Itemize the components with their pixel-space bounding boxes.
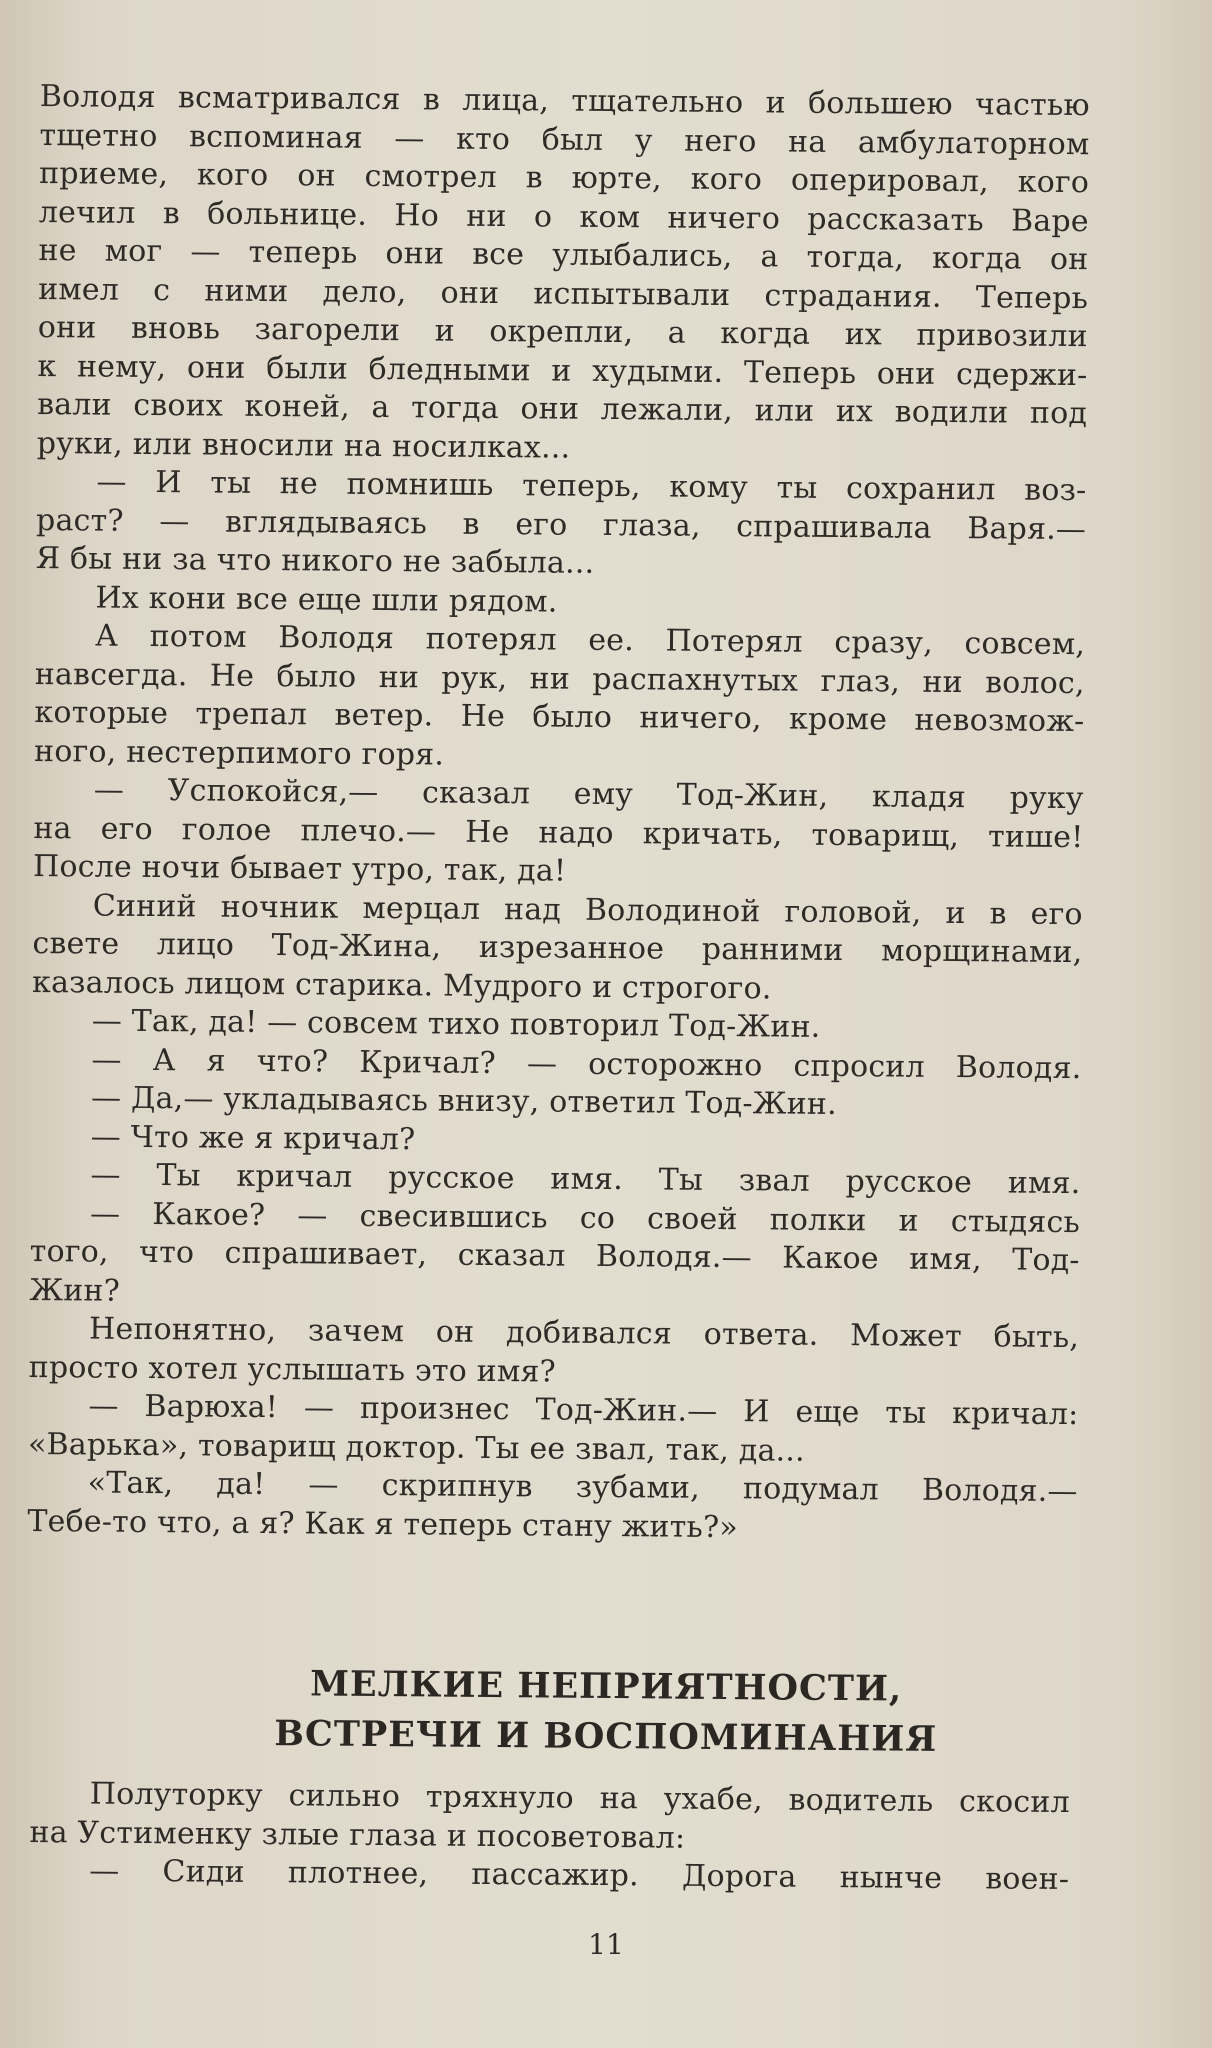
text-line: просто хотел услышать это имя? <box>28 1349 557 1390</box>
text-line: Синий ночник мерцал над Володиной головой, и в его <box>92 887 1083 932</box>
text-line: — Сиди плотнее, пассажир. Дорога нынче воен- <box>89 1853 1070 1898</box>
chapter-heading <box>0 1657 1212 1768</box>
text-line: Жин? <box>29 1272 121 1309</box>
text-line: После ночи бывает утро, так, да! <box>32 848 567 889</box>
text-line: Я бы ни за что никого не забыла... <box>35 540 595 581</box>
text-line: — Что же я кричал? <box>90 1118 416 1157</box>
text-line: Володя всматривался в лица, тщательно и большею частью <box>39 78 1090 124</box>
text-line: раст? — вглядываясь в его глаза, спрашивала Варя.— <box>35 502 1087 547</box>
text-line: А потом Володя потерял ее. Потерял сразу, совсем, <box>94 618 1086 663</box>
chapter-heading-line-1: МЕЛКИЕ НЕПРИЯТНОСТИ, <box>310 1663 903 1710</box>
text-line: к нему, они были бледными и худыми. Теперь они сдержи- <box>37 348 1088 393</box>
text-line: на его голое плечо.— Не надо кричать, товарищ, тише! <box>33 810 1084 855</box>
page-number: 11 <box>588 1928 624 1961</box>
text-line: вали своих коней, а тогда они лежали, или их водили под <box>36 386 1088 432</box>
text-line: Тебе-то что, а я? Как я теперь стану жить?» <box>27 1503 739 1545</box>
text-line: имел с ними дело, они испытывали страдания. Теперь <box>38 271 1089 316</box>
text-line: — Успокойся,— сказал ему Тод-Жин, кладя руку <box>93 772 1084 817</box>
text-line: — Так, да! — совсем тихо повторил Тод-Жин. <box>91 1003 821 1045</box>
text-line: казалось лицом старика. Мудрого и строгого. <box>31 964 772 1006</box>
text-line: Полуторку сильно тряхнуло на ухабе, водитель скосил <box>89 1776 1070 1821</box>
text-line: приеме, кого он смотрел в юрте, кого оперировал, кого <box>39 155 1090 201</box>
text-line: — Ты кричал русское имя. Ты звал русское имя. <box>90 1157 1081 1202</box>
text-line: того, что спрашивает, сказал Володя.— Какое имя, Тод- <box>29 1233 1080 1279</box>
text-line: не мог — теперь они все улыбались, а тогда, когда он <box>38 232 1089 278</box>
text-line: они вновь загорели и окрепли, а когда их привозили <box>37 309 1088 355</box>
body-text <box>27 78 1090 1550</box>
text-line: — Варюха! — произнес Тод-Жин.— И еще ты кричал: <box>88 1388 1079 1433</box>
text-line: — А я что? Кричал? — осторожно спросил Володя. <box>91 1041 1082 1086</box>
text-line: на Устименку злые глаза и посоветовал: <box>29 1814 686 1856</box>
text-line: свете лицо Тод-Жина, изрезанное ранними морщинами, <box>32 925 1083 971</box>
text-line: лечил в больнице. Но ни о ком ничего рассказать Варе <box>38 194 1089 239</box>
text-line: руки, или вносили на носилках... <box>36 425 571 466</box>
text-line: Их кони все еще шли рядом. <box>95 580 558 620</box>
text-line: которые трепал ветер. Не было ничего, кроме невозмож- <box>34 694 1085 740</box>
text-line: тщетно вспоминая — кто был у него на амбулаторном <box>39 117 1090 162</box>
text-line: — И ты не помнишь теперь, кому ты сохранил воз- <box>96 464 1087 509</box>
text-line: «Варька», товарищ доктор. Ты ее звал, так, да... <box>27 1426 805 1469</box>
chapter-heading-line-2: ВСТРЕЧИ И ВОСПОМИНАНИЯ <box>274 1713 938 1760</box>
text-line: «Так, да! — скрипнув зубами, подумал Володя.— <box>87 1465 1078 1510</box>
chapter-body-text <box>29 1775 1070 1900</box>
text-line: навсегда. Не было ни рук, ни распахнутых глаз, ни волос, <box>34 656 1085 701</box>
text-line: ного, нестерпимого горя. <box>33 733 445 773</box>
text-line: — Да,— укладываясь внизу, ответил Тод-Жин. <box>90 1080 837 1122</box>
text-line: Непонятно, зачем он добивался ответа. Может быть, <box>88 1311 1080 1356</box>
text-line: — Какое? — свесившись со своей полки и стыдясь <box>89 1195 1081 1240</box>
